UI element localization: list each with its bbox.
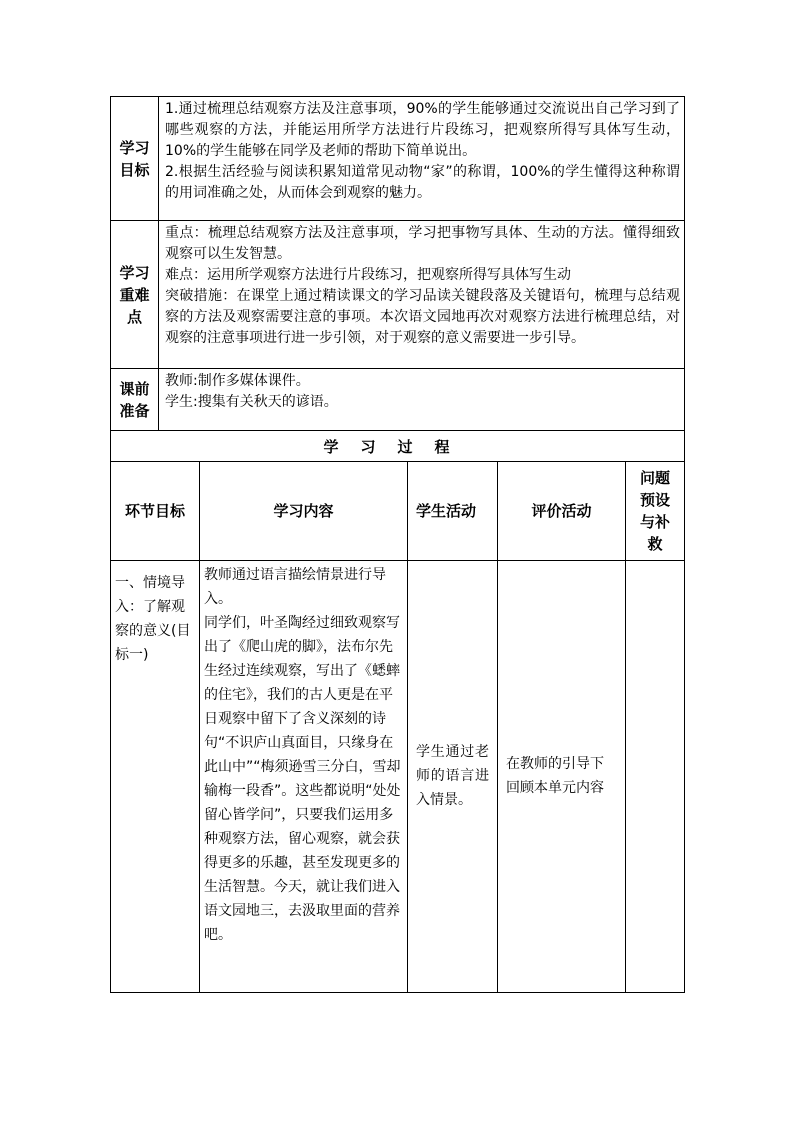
goals-label-line: 学习	[119, 138, 150, 157]
goal-item: 2.根据生活经验与阅读积累知道常见动物“家”的称谓，100%的学生懂得这种称谓的用词准确之处，从而体会到观察的魅力。	[165, 164, 680, 201]
row-student-activity: 学生通过老师的语言进入情景。	[408, 560, 498, 992]
process-row	[111, 560, 685, 992]
row-issue	[626, 560, 685, 992]
goals-label	[111, 97, 159, 221]
process-title-row	[111, 431, 685, 462]
process-header-row	[111, 462, 685, 560]
keypoints-text	[159, 221, 685, 369]
prep-item: 学生:搜集有关秋天的谚语。	[165, 394, 338, 410]
col-header-student: 学生活动	[408, 462, 498, 560]
keypoints-row	[111, 221, 685, 369]
keypoints-label-line: 点	[126, 307, 142, 326]
keypoints-label-line: 重难	[119, 285, 150, 304]
keypoint-item: 难点：运用所学观察方法进行片段练习，把观察所得写具体写生动	[165, 267, 571, 283]
prep-row	[111, 369, 685, 431]
prep-item: 教师:制作多媒体课件。	[165, 373, 310, 389]
goals-row	[111, 97, 685, 221]
prep-label-line: 课前	[119, 379, 150, 398]
col-header-eval: 评价活动	[498, 462, 626, 560]
info-table	[110, 96, 685, 462]
goals-text	[159, 97, 685, 221]
keypoint-item: 重点：梳理总结观察方法及注意事项，学习把事物写具体、生动的方法。懂得细致观察可以生发智慧。	[165, 225, 680, 262]
prep-text	[159, 369, 685, 431]
col-header-issue: 问题预设与补救	[626, 462, 685, 560]
goals-label-line: 目标	[119, 160, 150, 179]
row-evaluation: 在教师的引导下回顾本单元内容	[498, 560, 626, 992]
keypoints-label	[111, 221, 159, 369]
prep-label-line: 准备	[119, 401, 150, 420]
keypoint-item: 突破措施：在课堂上通过精读课文的学习品读关键段落及关键语句，梳理与总结观察的方法及观察需要注意的事项。本次语文园地再次对观察方法进行梳理总结，对观察的注意事项进行进一步引领，对于观察的意义需要进一步引导。	[165, 288, 680, 346]
process-title: 学习过程	[111, 431, 685, 462]
goal-item: 1.通过梳理总结观察方法及注意事项，90%的学生能够通过交流说出自己学习到了哪些观察的方法，并能运用所学方法进行片段练习，把观察所得写具体写生动，10%的学生能够在同学及老师的帮助下简单说出。	[165, 101, 680, 159]
lesson-plan-page	[110, 96, 684, 993]
col-header-content: 学习内容	[200, 462, 408, 560]
col-header-goal: 环节目标	[111, 462, 200, 560]
content-paragraph: 教师通过语言描绘情景进行导入。	[204, 566, 386, 607]
row-content	[200, 560, 408, 992]
row-goal: 一、情境导入：了解观察的意义(目标一)	[111, 560, 200, 992]
keypoints-label-line: 学习	[119, 263, 150, 282]
prep-label	[111, 369, 159, 431]
content-paragraph: 同学们，叶圣陶经过细致观察写出了《爬山虎的脚》，法布尔先生经过连续观察，写出了《蟋蟀的住宅》，我们的古人更是在平日观察中留下了含义深刻的诗句“不识庐山真面目，只缘身在此山中”“梅须逊雪三分白，雪却输梅一段香”。这些都说明“处处留心皆学问”，只要我们运用多种观察方法，留心观察，就会获得更多的乐趣，甚至发现更多的生活智慧。今天，就让我们进入语文园地三，去汲取里面的营养吧。	[204, 614, 401, 943]
process-table	[110, 462, 685, 993]
